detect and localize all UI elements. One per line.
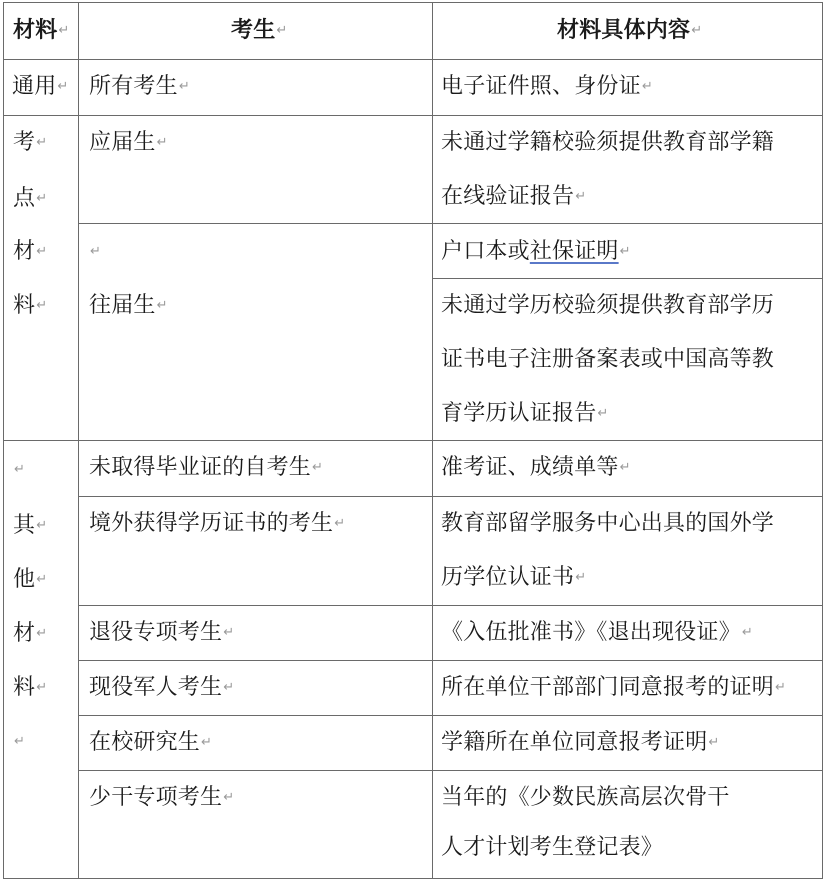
header-rule	[3, 59, 823, 60]
soldier-rule	[78, 715, 823, 716]
other-category-char: 他↵	[13, 567, 48, 592]
minority-content-line: 人才计划考生登记表》	[441, 835, 664, 860]
self-study-rule	[78, 496, 823, 497]
prev-grad-content-line: 育学历认证报告↵	[441, 401, 609, 426]
exam-site-category-char: 料↵	[13, 293, 48, 318]
fresh-grad-rule	[78, 223, 823, 224]
exam-site-category-char: 考↵	[13, 130, 48, 155]
header-examinee: 考生↵	[231, 18, 288, 43]
table-border-top	[3, 2, 823, 3]
exam-site-category-char: 材↵	[13, 239, 48, 264]
minority-examinee: 少干专项考生↵	[89, 785, 235, 810]
prev-grad-content-line: 证书电子注册备案表或中国高等教	[441, 347, 775, 372]
household-rule	[432, 278, 823, 279]
table-border-bottom	[3, 878, 823, 879]
overseas-content-line: 教育部留学服务中心出具的国外学	[441, 511, 775, 536]
col-divider-1	[78, 2, 79, 879]
materials-table	[3, 2, 823, 879]
prev-grad-household-content: 户口本或社保证明↵	[441, 239, 631, 264]
veteran-rule	[78, 660, 823, 661]
exam-site-rule	[3, 440, 823, 441]
empty-paragraph-mark: ↵	[14, 462, 26, 477]
table-border-right	[822, 2, 823, 879]
soldier-content: 所在单位干部部门同意报考的证明↵	[441, 675, 787, 700]
other-category-char: 料↵	[13, 675, 48, 700]
grad-student-content: 学籍所在单位同意报考证明↵	[441, 730, 720, 755]
empty-paragraph-mark: ↵	[90, 244, 102, 259]
general-category: 通用↵	[12, 74, 69, 99]
header-content: 材料具体内容↵	[557, 18, 703, 43]
fresh-grad-content-line: 未通过学籍校验须提供教育部学籍	[441, 130, 775, 155]
veteran-content: 《入伍批准书》《退出现役证》↵	[441, 620, 753, 645]
prev-grad-content-line: 未通过学历校验须提供教育部学历	[441, 293, 775, 318]
overseas-examinee: 境外获得学历证书的考生↵	[89, 511, 346, 536]
exam-site-category-char: 点↵	[13, 186, 48, 211]
prev-grad-examinee: 往届生↵	[89, 293, 168, 318]
other-category-char: 材↵	[13, 621, 48, 646]
self-study-content: 准考证、成绩单等↵	[441, 455, 631, 480]
minority-content-line: 当年的《少数民族高层次骨干	[441, 785, 730, 810]
header-material: 材料↵	[13, 18, 70, 43]
fresh-grad-content-line: 在线验证报告↵	[441, 184, 587, 209]
general-examinee: 所有考生↵	[89, 74, 190, 99]
overseas-rule	[78, 605, 823, 606]
grad-student-examinee: 在校研究生↵	[89, 730, 213, 755]
table-border-left	[3, 2, 4, 879]
general-rule	[3, 115, 823, 116]
col-divider-2	[432, 2, 433, 879]
overseas-content-line: 历学位认证书↵	[441, 565, 587, 590]
grad-student-rule	[78, 770, 823, 771]
veteran-examinee: 退役专项考生↵	[89, 620, 235, 645]
soldier-examinee: 现役军人考生↵	[89, 675, 235, 700]
other-category-char: 其↵	[13, 513, 48, 538]
general-content: 电子证件照、身份证↵	[441, 74, 653, 99]
empty-paragraph-mark: ↵	[14, 734, 26, 749]
self-study-examinee: 未取得毕业证的自考生↵	[89, 455, 324, 480]
fresh-grad-examinee: 应届生↵	[89, 130, 168, 155]
